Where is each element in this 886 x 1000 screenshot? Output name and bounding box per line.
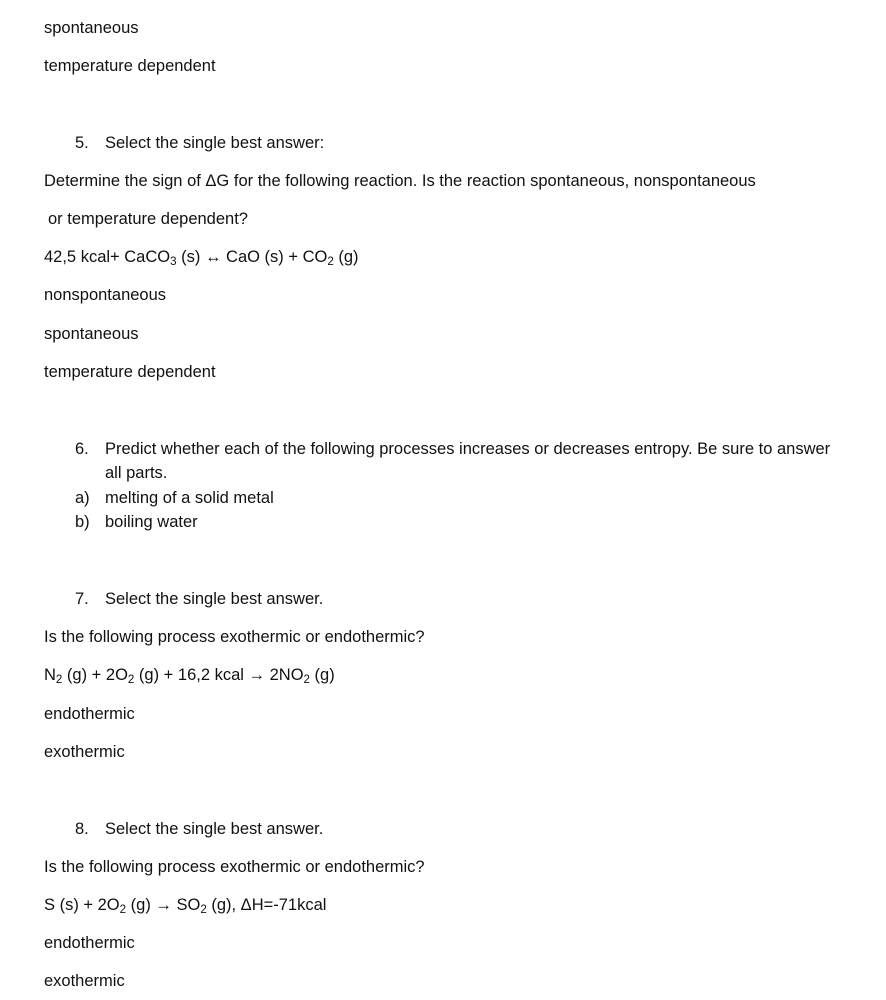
choice-endothermic[interactable]: endothermic [44,705,135,723]
choice-temperature-dependent[interactable]: temperature dependent [44,363,216,381]
choice-temperature-dependent[interactable]: temperature dependent [44,57,216,75]
part-label: a) [75,489,90,507]
question-prompt: Select the single best answer: [105,134,325,152]
choice-nonspontaneous[interactable]: nonspontaneous [44,286,167,304]
question-text: Determine the sign of ΔG for the following reaction. Is the reaction spontaneous, nonspontaneous [44,172,756,190]
question-prompt: Select the single best answer. [105,820,324,838]
reaction-equation: $N_2$ $(g) + 2O_2$ (g) + 16,2 kcal → $2NO_2$ (g) [44,666,335,686]
choice-spontaneous[interactable]: spontaneous [44,325,139,343]
reaction-equation: S $(s) + 2O_2$ $(g) \to SO_2$ (g), ΔH=-71kcal [44,896,327,916]
choice-endothermic[interactable]: endothermic [44,934,135,952]
choice-exothermic[interactable]: exothermic [44,743,125,761]
part-label: b) [75,513,90,531]
choice-spontaneous[interactable]: spontaneous [44,19,139,37]
part-b-text: boiling water [105,513,198,531]
part-a-text: melting of a solid metal [105,489,274,507]
question-number: 6. [75,440,89,458]
question-number: 5. [75,134,89,152]
choice-exothermic[interactable]: exothermic [44,972,125,990]
question-prompt: Select the single best answer. [105,590,324,608]
question-number: 8. [75,820,89,838]
question-text: Predict whether each of the following processes increases or decreases entropy. Be sure to answer [105,440,831,458]
question-number: 7. [75,590,89,608]
question-text: Is the following process exothermic or endothermic? [44,628,425,646]
reaction-equation: 42,5 kcal+ CaCO$_3$ (s) ↔ CaO $(s) + CO_2$ (g) [44,248,359,268]
question-text-continued: or temperature dependent? [48,210,248,228]
question-text-continued: all parts. [105,464,168,482]
question-text: Is the following process exothermic or endothermic? [44,858,425,876]
